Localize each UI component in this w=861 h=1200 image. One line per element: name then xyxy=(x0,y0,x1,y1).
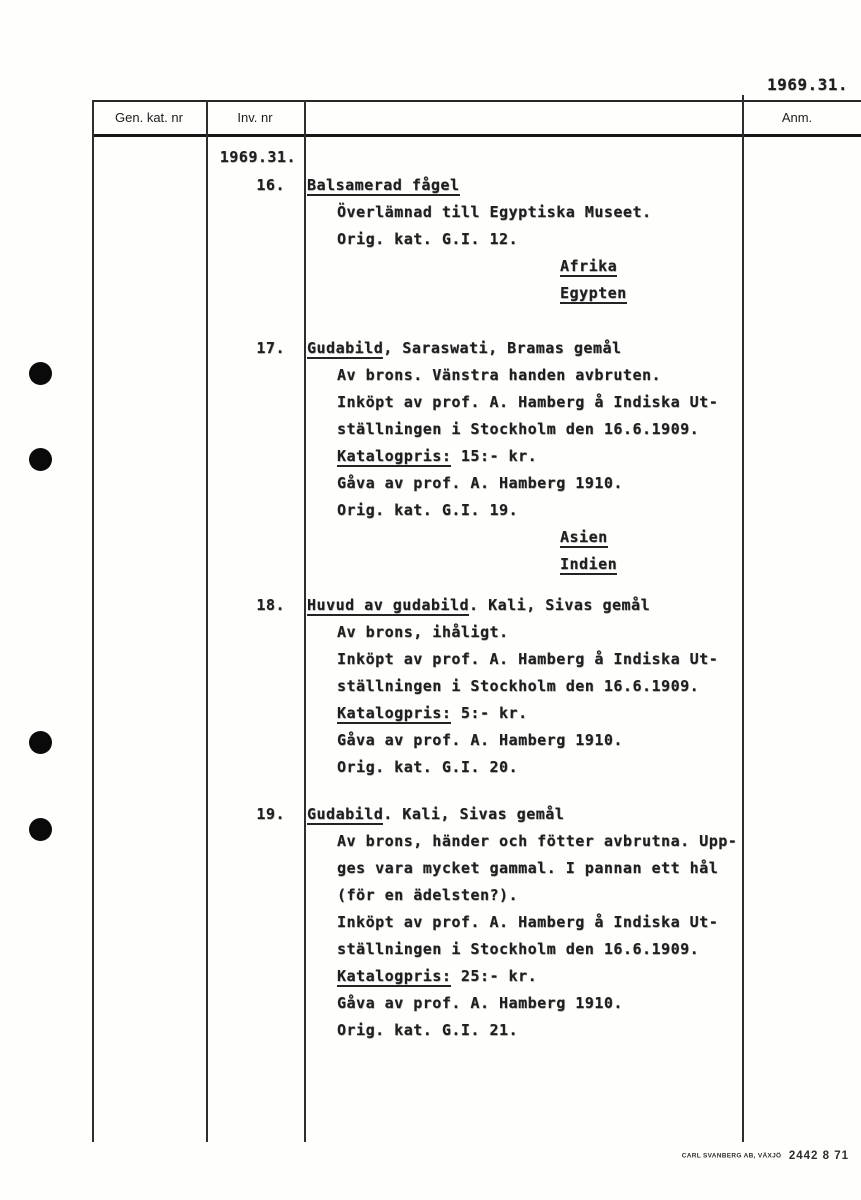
entry-title-rest: . Kali, Sivas gemål xyxy=(383,805,565,823)
entry-text-line: (för en ädelsten?). xyxy=(337,886,519,904)
entry-number: 18. xyxy=(256,596,285,614)
entry-title-underlined: Balsamerad fågel xyxy=(307,176,460,194)
punch-hole xyxy=(29,818,52,841)
punch-hole xyxy=(29,362,52,385)
entry-text-line: ges vara mycket gammal. I pannan ett hål xyxy=(337,859,719,877)
entry-title-underlined: Gudabild xyxy=(307,805,384,823)
entry-title xyxy=(307,592,747,619)
column-header-anm: Anm. xyxy=(781,110,813,125)
page-number: 1969.31. xyxy=(766,75,848,94)
entry-text-line: Orig. kat. G.I. 12. xyxy=(337,230,519,248)
entry-text-line: Gåva av prof. A. Hamberg 1910. xyxy=(337,474,623,492)
entry-region-label: Indien xyxy=(560,555,618,573)
entry-body xyxy=(307,362,747,578)
entry-text-underlined: Katalogpris: xyxy=(337,447,452,465)
entry-text-line: Katalogpris: 5:- kr. xyxy=(337,704,528,722)
column-header-gen-kat-nr: Gen. kat. nr xyxy=(115,110,183,125)
entries xyxy=(256,172,747,1044)
entry-text-line: Inköpt av prof. A. Hamberg å Indiska Ut- xyxy=(337,650,719,668)
entry-text-line: Av brons, händer och fötter avbrutna. Upp- xyxy=(337,832,738,850)
entry-title-underlined: Huvud av gudabild xyxy=(307,596,470,614)
entry-text-line: ställningen i Stockholm den 16.6.1909. xyxy=(337,677,700,695)
entry-number: 17. xyxy=(256,339,285,357)
entry-region xyxy=(560,551,747,578)
entry-title-underlined: Gudabild xyxy=(307,339,384,357)
entry xyxy=(256,592,747,781)
entry-number: 19. xyxy=(256,805,285,823)
table-column-divider-2 xyxy=(304,100,306,1142)
entry xyxy=(256,335,747,578)
entry-text-line: ställningen i Stockholm den 16.6.1909. xyxy=(337,940,700,958)
entry-text-underlined: Katalogpris: xyxy=(337,704,452,722)
entry-title xyxy=(307,335,747,362)
entry-text-line: Orig. kat. G.I. 20. xyxy=(337,758,519,776)
imprint-form-code: 2442 8 71 xyxy=(788,1150,849,1162)
entry-text-line: Av brons. Vänstra handen avbruten. xyxy=(337,366,662,384)
entry-region-label: Egypten xyxy=(560,284,627,302)
entry xyxy=(256,801,747,1044)
entry-text-line: Inköpt av prof. A. Hamberg å Indiska Ut- xyxy=(337,393,719,411)
entry-title xyxy=(307,801,747,828)
entry-text-line: Gåva av prof. A. Hamberg 1910. xyxy=(337,731,623,749)
imprint-printer-name: CARL SVANBERG AB, VÄXJÖ xyxy=(681,1152,782,1160)
entry-text-line: Katalogpris: 25:- kr. xyxy=(337,967,538,985)
entry-region-label: Asien xyxy=(560,528,608,546)
entry-body xyxy=(307,828,747,1044)
entry-body xyxy=(307,199,747,307)
entry-region-label: Afrika xyxy=(560,257,618,275)
table-border-left xyxy=(92,100,94,1142)
inventory-year: 1969.31. xyxy=(219,148,296,166)
entry-text-line: Av brons, ihåligt. xyxy=(337,623,509,641)
entry-text-line: ställningen i Stockholm den 16.6.1909. xyxy=(337,420,700,438)
entry-text-line: Inköpt av prof. A. Hamberg å Indiska Ut- xyxy=(337,913,719,931)
punch-hole xyxy=(29,731,52,754)
entry-title xyxy=(307,172,747,199)
column-header-inv-nr: Inv. nr xyxy=(237,110,273,125)
entry-title-rest: , Saraswati, Bramas gemål xyxy=(383,339,622,357)
entry-title-rest: . Kali, Sivas gemål xyxy=(469,596,651,614)
punch-hole xyxy=(29,448,52,471)
entry-body xyxy=(307,619,747,781)
entry-text-line: Överlämnad till Egyptiska Museet. xyxy=(337,203,652,221)
printer-imprint xyxy=(682,1146,849,1164)
entry-text-line: Orig. kat. G.I. 19. xyxy=(337,501,519,519)
entry-region xyxy=(560,280,747,307)
entry-text-line: Katalogpris: 15:- kr. xyxy=(337,447,538,465)
entry-text-underlined: Katalogpris: xyxy=(337,967,452,985)
entry-text-line: Gåva av prof. A. Hamberg 1910. xyxy=(337,994,623,1012)
entry-text-line: Orig. kat. G.I. 21. xyxy=(337,1021,519,1039)
entry-region xyxy=(560,253,747,280)
table-column-divider-1 xyxy=(206,100,208,1142)
entry-region xyxy=(560,524,747,551)
entry-number: 16. xyxy=(256,176,285,194)
entry xyxy=(256,172,747,307)
